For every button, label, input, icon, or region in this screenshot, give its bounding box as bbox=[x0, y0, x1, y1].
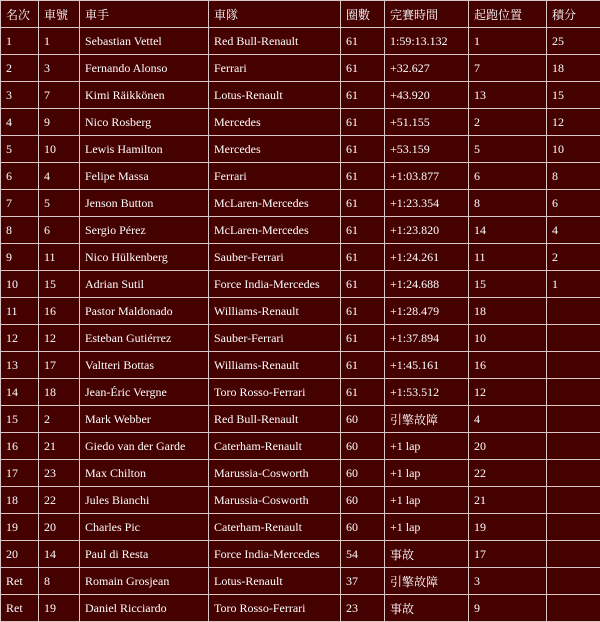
cell-team: Lotus-Renault bbox=[209, 568, 341, 595]
cell-grid-position: 17 bbox=[469, 541, 547, 568]
header-points: 積分 bbox=[547, 1, 600, 28]
cell-car-number: 6 bbox=[39, 217, 80, 244]
cell-team: Ferrari bbox=[209, 163, 341, 190]
cell-finish-time: +53.159 bbox=[385, 136, 469, 163]
table-row bbox=[1, 406, 600, 433]
cell-grid-position: 9 bbox=[469, 595, 547, 622]
cell-driver: Giedo van der Garde bbox=[80, 433, 209, 460]
cell-laps: 61 bbox=[341, 244, 385, 271]
cell-grid-position: 11 bbox=[469, 244, 547, 271]
cell-position: 13 bbox=[1, 352, 39, 379]
cell-points bbox=[547, 514, 600, 541]
cell-laps: 23 bbox=[341, 595, 385, 622]
cell-grid-position: 21 bbox=[469, 487, 547, 514]
cell-finish-time: +1 lap bbox=[385, 433, 469, 460]
cell-laps: 61 bbox=[341, 217, 385, 244]
cell-position: 3 bbox=[1, 82, 39, 109]
cell-points: 18 bbox=[547, 55, 600, 82]
cell-driver: Jean-Éric Vergne bbox=[80, 379, 209, 406]
cell-car-number: 22 bbox=[39, 487, 80, 514]
cell-laps: 60 bbox=[341, 487, 385, 514]
cell-car-number: 8 bbox=[39, 568, 80, 595]
cell-car-number: 23 bbox=[39, 460, 80, 487]
cell-finish-time: +51.155 bbox=[385, 109, 469, 136]
cell-grid-position: 3 bbox=[469, 568, 547, 595]
cell-position: 15 bbox=[1, 406, 39, 433]
cell-laps: 61 bbox=[341, 352, 385, 379]
cell-team: Force India-Mercedes bbox=[209, 271, 341, 298]
cell-grid-position: 14 bbox=[469, 217, 547, 244]
cell-laps: 60 bbox=[341, 406, 385, 433]
cell-driver: Esteban Gutiérrez bbox=[80, 325, 209, 352]
cell-points bbox=[547, 541, 600, 568]
cell-driver: Valtteri Bottas bbox=[80, 352, 209, 379]
table-row bbox=[1, 379, 600, 406]
table-row bbox=[1, 514, 600, 541]
cell-grid-position: 8 bbox=[469, 190, 547, 217]
cell-grid-position: 7 bbox=[469, 55, 547, 82]
cell-driver: Paul di Resta bbox=[80, 541, 209, 568]
cell-car-number: 21 bbox=[39, 433, 80, 460]
cell-grid-position: 12 bbox=[469, 379, 547, 406]
cell-grid-position: 16 bbox=[469, 352, 547, 379]
header-grid-position: 起跑位置 bbox=[469, 1, 547, 28]
cell-position: 4 bbox=[1, 109, 39, 136]
cell-driver: Pastor Maldonado bbox=[80, 298, 209, 325]
cell-finish-time: +1:24.261 bbox=[385, 244, 469, 271]
cell-team: McLaren-Mercedes bbox=[209, 217, 341, 244]
cell-position: 8 bbox=[1, 217, 39, 244]
cell-team: McLaren-Mercedes bbox=[209, 190, 341, 217]
cell-grid-position: 10 bbox=[469, 325, 547, 352]
cell-car-number: 10 bbox=[39, 136, 80, 163]
cell-laps: 61 bbox=[341, 379, 385, 406]
cell-car-number: 20 bbox=[39, 514, 80, 541]
cell-position: 19 bbox=[1, 514, 39, 541]
table-row bbox=[1, 28, 600, 55]
cell-laps: 61 bbox=[341, 325, 385, 352]
table-row bbox=[1, 433, 600, 460]
cell-team: Toro Rosso-Ferrari bbox=[209, 379, 341, 406]
cell-team: Toro Rosso-Ferrari bbox=[209, 595, 341, 622]
cell-points: 25 bbox=[547, 28, 600, 55]
cell-laps: 60 bbox=[341, 514, 385, 541]
cell-grid-position: 15 bbox=[469, 271, 547, 298]
cell-finish-time: +32.627 bbox=[385, 55, 469, 82]
table-header bbox=[1, 1, 600, 28]
cell-car-number: 18 bbox=[39, 379, 80, 406]
table-row bbox=[1, 568, 600, 595]
cell-finish-time: +1 lap bbox=[385, 514, 469, 541]
cell-finish-time: +1:23.820 bbox=[385, 217, 469, 244]
cell-car-number: 15 bbox=[39, 271, 80, 298]
cell-car-number: 17 bbox=[39, 352, 80, 379]
cell-car-number: 3 bbox=[39, 55, 80, 82]
cell-finish-time: +1:53.512 bbox=[385, 379, 469, 406]
cell-team: Sauber-Ferrari bbox=[209, 244, 341, 271]
cell-laps: 61 bbox=[341, 190, 385, 217]
cell-points bbox=[547, 325, 600, 352]
cell-driver: Max Chilton bbox=[80, 460, 209, 487]
table-row bbox=[1, 163, 600, 190]
cell-position: 20 bbox=[1, 541, 39, 568]
cell-finish-time: 1:59:13.132 bbox=[385, 28, 469, 55]
cell-position: 1 bbox=[1, 28, 39, 55]
cell-grid-position: 4 bbox=[469, 406, 547, 433]
cell-points: 10 bbox=[547, 136, 600, 163]
cell-team: Marussia-Cosworth bbox=[209, 460, 341, 487]
cell-laps: 61 bbox=[341, 82, 385, 109]
cell-position: Ret bbox=[1, 568, 39, 595]
cell-finish-time: +1:24.688 bbox=[385, 271, 469, 298]
table-row bbox=[1, 541, 600, 568]
cell-team: Force India-Mercedes bbox=[209, 541, 341, 568]
cell-car-number: 4 bbox=[39, 163, 80, 190]
cell-laps: 61 bbox=[341, 136, 385, 163]
cell-position: 12 bbox=[1, 325, 39, 352]
cell-team: Mercedes bbox=[209, 109, 341, 136]
table-row bbox=[1, 82, 600, 109]
cell-driver: Sergio Pérez bbox=[80, 217, 209, 244]
cell-driver: Adrian Sutil bbox=[80, 271, 209, 298]
cell-laps: 61 bbox=[341, 163, 385, 190]
cell-finish-time: 事故 bbox=[385, 541, 469, 568]
table-row bbox=[1, 271, 600, 298]
cell-team: Ferrari bbox=[209, 55, 341, 82]
cell-driver: Jules Bianchi bbox=[80, 487, 209, 514]
cell-points bbox=[547, 379, 600, 406]
cell-laps: 61 bbox=[341, 109, 385, 136]
cell-driver: Fernando Alonso bbox=[80, 55, 209, 82]
cell-driver: Lewis Hamilton bbox=[80, 136, 209, 163]
cell-team: Marussia-Cosworth bbox=[209, 487, 341, 514]
cell-finish-time: 引擎故障 bbox=[385, 406, 469, 433]
cell-position: 10 bbox=[1, 271, 39, 298]
cell-driver: Romain Grosjean bbox=[80, 568, 209, 595]
cell-driver: Kimi Räikkönen bbox=[80, 82, 209, 109]
table-row bbox=[1, 136, 600, 163]
cell-points bbox=[547, 460, 600, 487]
cell-points: 6 bbox=[547, 190, 600, 217]
cell-car-number: 14 bbox=[39, 541, 80, 568]
cell-car-number: 9 bbox=[39, 109, 80, 136]
cell-car-number: 12 bbox=[39, 325, 80, 352]
cell-grid-position: 6 bbox=[469, 163, 547, 190]
cell-team: Caterham-Renault bbox=[209, 433, 341, 460]
cell-laps: 61 bbox=[341, 28, 385, 55]
header-finish-time: 完賽時間 bbox=[385, 1, 469, 28]
cell-team: Sauber-Ferrari bbox=[209, 325, 341, 352]
cell-grid-position: 18 bbox=[469, 298, 547, 325]
cell-finish-time: +1:37.894 bbox=[385, 325, 469, 352]
cell-position: 9 bbox=[1, 244, 39, 271]
cell-points: 4 bbox=[547, 217, 600, 244]
cell-grid-position: 19 bbox=[469, 514, 547, 541]
cell-finish-time: +1:45.161 bbox=[385, 352, 469, 379]
cell-team: Williams-Renault bbox=[209, 298, 341, 325]
cell-car-number: 19 bbox=[39, 595, 80, 622]
cell-finish-time: +43.920 bbox=[385, 82, 469, 109]
cell-driver: Mark Webber bbox=[80, 406, 209, 433]
cell-position: 5 bbox=[1, 136, 39, 163]
cell-points bbox=[547, 406, 600, 433]
table-row bbox=[1, 298, 600, 325]
cell-points bbox=[547, 298, 600, 325]
cell-points bbox=[547, 352, 600, 379]
table-row bbox=[1, 595, 600, 622]
header-laps: 圈數 bbox=[341, 1, 385, 28]
header-car-number: 車號 bbox=[39, 1, 80, 28]
cell-laps: 61 bbox=[341, 55, 385, 82]
cell-points: 12 bbox=[547, 109, 600, 136]
cell-team: Mercedes bbox=[209, 136, 341, 163]
cell-grid-position: 2 bbox=[469, 109, 547, 136]
cell-grid-position: 20 bbox=[469, 433, 547, 460]
cell-position: 14 bbox=[1, 379, 39, 406]
cell-points bbox=[547, 595, 600, 622]
cell-position: 16 bbox=[1, 433, 39, 460]
header-row bbox=[1, 1, 600, 28]
cell-position: 11 bbox=[1, 298, 39, 325]
cell-finish-time: +1:28.479 bbox=[385, 298, 469, 325]
cell-position: Ret bbox=[1, 595, 39, 622]
header-driver: 車手 bbox=[80, 1, 209, 28]
cell-points bbox=[547, 433, 600, 460]
cell-laps: 61 bbox=[341, 298, 385, 325]
cell-team: Williams-Renault bbox=[209, 352, 341, 379]
table-row bbox=[1, 190, 600, 217]
cell-car-number: 5 bbox=[39, 190, 80, 217]
cell-driver: Nico Hülkenberg bbox=[80, 244, 209, 271]
cell-driver: Charles Pic bbox=[80, 514, 209, 541]
cell-finish-time: +1 lap bbox=[385, 460, 469, 487]
cell-driver: Nico Rosberg bbox=[80, 109, 209, 136]
table-row bbox=[1, 109, 600, 136]
cell-grid-position: 1 bbox=[469, 28, 547, 55]
cell-finish-time: +1:03.877 bbox=[385, 163, 469, 190]
cell-finish-time: +1 lap bbox=[385, 487, 469, 514]
cell-laps: 61 bbox=[341, 271, 385, 298]
cell-team: Lotus-Renault bbox=[209, 82, 341, 109]
cell-position: 2 bbox=[1, 55, 39, 82]
cell-points: 8 bbox=[547, 163, 600, 190]
cell-points: 1 bbox=[547, 271, 600, 298]
cell-car-number: 16 bbox=[39, 298, 80, 325]
cell-laps: 60 bbox=[341, 460, 385, 487]
cell-points bbox=[547, 568, 600, 595]
cell-finish-time: +1:23.354 bbox=[385, 190, 469, 217]
cell-points: 2 bbox=[547, 244, 600, 271]
cell-team: Red Bull-Renault bbox=[209, 28, 341, 55]
cell-grid-position: 5 bbox=[469, 136, 547, 163]
cell-car-number: 7 bbox=[39, 82, 80, 109]
header-position: 名次 bbox=[1, 1, 39, 28]
cell-points bbox=[547, 487, 600, 514]
cell-grid-position: 13 bbox=[469, 82, 547, 109]
table-row bbox=[1, 460, 600, 487]
cell-driver: Sebastian Vettel bbox=[80, 28, 209, 55]
cell-car-number: 11 bbox=[39, 244, 80, 271]
table-row bbox=[1, 244, 600, 271]
table-body bbox=[1, 28, 600, 622]
cell-driver: Felipe Massa bbox=[80, 163, 209, 190]
cell-position: 17 bbox=[1, 460, 39, 487]
cell-laps: 60 bbox=[341, 433, 385, 460]
table-row bbox=[1, 352, 600, 379]
cell-car-number: 2 bbox=[39, 406, 80, 433]
cell-finish-time: 事故 bbox=[385, 595, 469, 622]
cell-position: 7 bbox=[1, 190, 39, 217]
table-row bbox=[1, 325, 600, 352]
table-row bbox=[1, 487, 600, 514]
cell-driver: Daniel Ricciardo bbox=[80, 595, 209, 622]
cell-car-number: 1 bbox=[39, 28, 80, 55]
cell-grid-position: 22 bbox=[469, 460, 547, 487]
cell-laps: 54 bbox=[341, 541, 385, 568]
cell-team: Red Bull-Renault bbox=[209, 406, 341, 433]
table-row bbox=[1, 55, 600, 82]
cell-points: 15 bbox=[547, 82, 600, 109]
cell-driver: Jenson Button bbox=[80, 190, 209, 217]
cell-position: 18 bbox=[1, 487, 39, 514]
cell-finish-time: 引擎故障 bbox=[385, 568, 469, 595]
cell-laps: 37 bbox=[341, 568, 385, 595]
cell-position: 6 bbox=[1, 163, 39, 190]
header-team: 車隊 bbox=[209, 1, 341, 28]
cell-team: Caterham-Renault bbox=[209, 514, 341, 541]
table-row bbox=[1, 217, 600, 244]
